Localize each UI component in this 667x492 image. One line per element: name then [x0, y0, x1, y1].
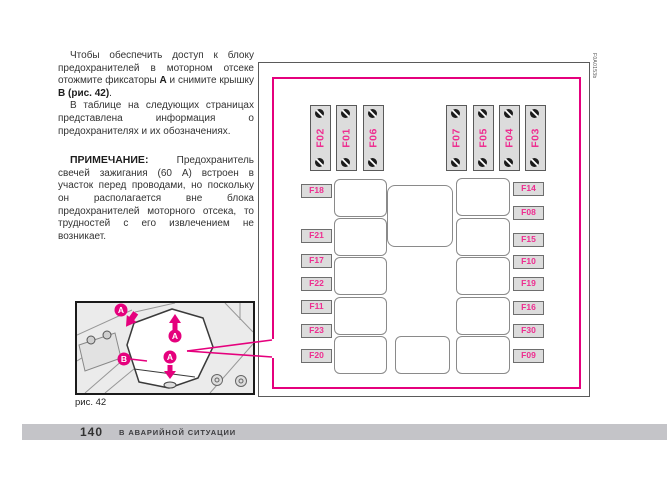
relay-slot: [334, 257, 387, 295]
section-title: В АВАРИЙНОЙ СИТУАЦИИ: [119, 427, 237, 437]
relay-slot: [456, 257, 510, 295]
relay-slot: [456, 336, 510, 374]
screw-icon: [368, 158, 377, 167]
callout-letter: B: [120, 354, 128, 364]
relay-slot: [334, 179, 387, 217]
bolt-icon: [212, 375, 223, 386]
fuse-strip-label: F06: [367, 128, 380, 148]
fuse-label: F21: [301, 229, 332, 243]
callout-letter: A: [166, 352, 174, 362]
callout-letter: A: [117, 305, 125, 315]
fusebox-diagram: [258, 62, 590, 397]
engine-bay-photo: [75, 301, 255, 395]
fuse-label: F22: [301, 277, 332, 291]
screw-icon: [451, 109, 460, 118]
fuse-label: F19: [513, 277, 544, 291]
fuse-label: F14: [513, 182, 544, 196]
fuse-strip: [363, 105, 384, 171]
screw-icon: [341, 109, 350, 118]
note-paragraph: ПРИМЕЧАНИЕ: Предохранитель свечей зажигания (60 А) встроен в участок перед проводами, но поскольку он располагается вне блока предохранителей моторного отсека, то трудностей с его извлечением не возникает.: [58, 154, 254, 242]
relay-slot: [456, 218, 510, 256]
fuse-label: F08: [513, 206, 544, 220]
callout-letter: A: [171, 331, 179, 341]
screw-icon: [504, 109, 513, 118]
fuse-label: F11: [301, 300, 332, 314]
relay-slot: [334, 218, 387, 256]
page-number: 140: [80, 425, 104, 439]
fuse-label: F15: [513, 233, 544, 247]
body-text-column: [58, 50, 254, 243]
fuse-label: F30: [513, 324, 544, 338]
screw-icon: [341, 158, 350, 167]
fuse-label: F23: [301, 324, 332, 338]
wedge-gap: [270, 339, 275, 358]
screw-icon: [504, 158, 513, 167]
screw-icon: [478, 158, 487, 167]
note-label: ПРИМЕЧАНИЕ:: [70, 154, 149, 167]
screw-icon: [315, 109, 324, 118]
relay-slot: [334, 297, 387, 335]
relay-slot-center: [387, 185, 453, 247]
battery-terminal-icon: [87, 336, 95, 344]
screw-icon: [451, 158, 460, 167]
fuse-strip-label: F02: [314, 128, 327, 148]
figure-caption: рис. 42: [75, 397, 107, 408]
fuse-label: F20: [301, 349, 332, 363]
relay-slot: [334, 336, 387, 374]
fuse-label: F16: [513, 301, 544, 315]
battery-shape: [79, 333, 121, 371]
bolt-icon: [236, 376, 247, 387]
relay-slot: [456, 178, 510, 216]
battery-terminal-icon: [103, 331, 111, 339]
figure-reference-code: F0A0153b: [591, 53, 597, 79]
fuse-strip-label: F01: [340, 128, 353, 148]
screw-icon: [530, 109, 539, 118]
relay-slot: [456, 297, 510, 335]
screw-icon: [368, 109, 377, 118]
relay-slot-center-bottom: [395, 336, 450, 374]
engine-bay-line-art: [77, 303, 253, 393]
cover-latch-shape: [164, 382, 176, 388]
fuse-strip-label: F07: [450, 128, 463, 148]
fuse-label: F17: [301, 254, 332, 268]
screw-icon: [530, 158, 539, 167]
fuse-label: F18: [301, 184, 332, 198]
paragraph-table-info: В таблице на следующих страницах представлена информация о предохранителях и их обозначениях.: [58, 100, 254, 137]
footer-bar: [22, 424, 667, 440]
fuse-strip-label: F04: [503, 128, 516, 148]
fuse-label: F10: [513, 255, 544, 269]
fuse-strip: [525, 105, 546, 171]
screw-icon: [315, 158, 324, 167]
screw-icon: [478, 109, 487, 118]
paragraph-access-fusebox: Чтобы обеспечить доступ к блоку предохранителей в моторном отсеке отожмите фиксаторы А и снимите крышку В (рис. 42).: [58, 50, 255, 99]
fuse-strip-label: F05: [477, 128, 490, 148]
fuse-strip-label: F03: [529, 128, 542, 148]
fuse-label: F09: [513, 349, 544, 363]
